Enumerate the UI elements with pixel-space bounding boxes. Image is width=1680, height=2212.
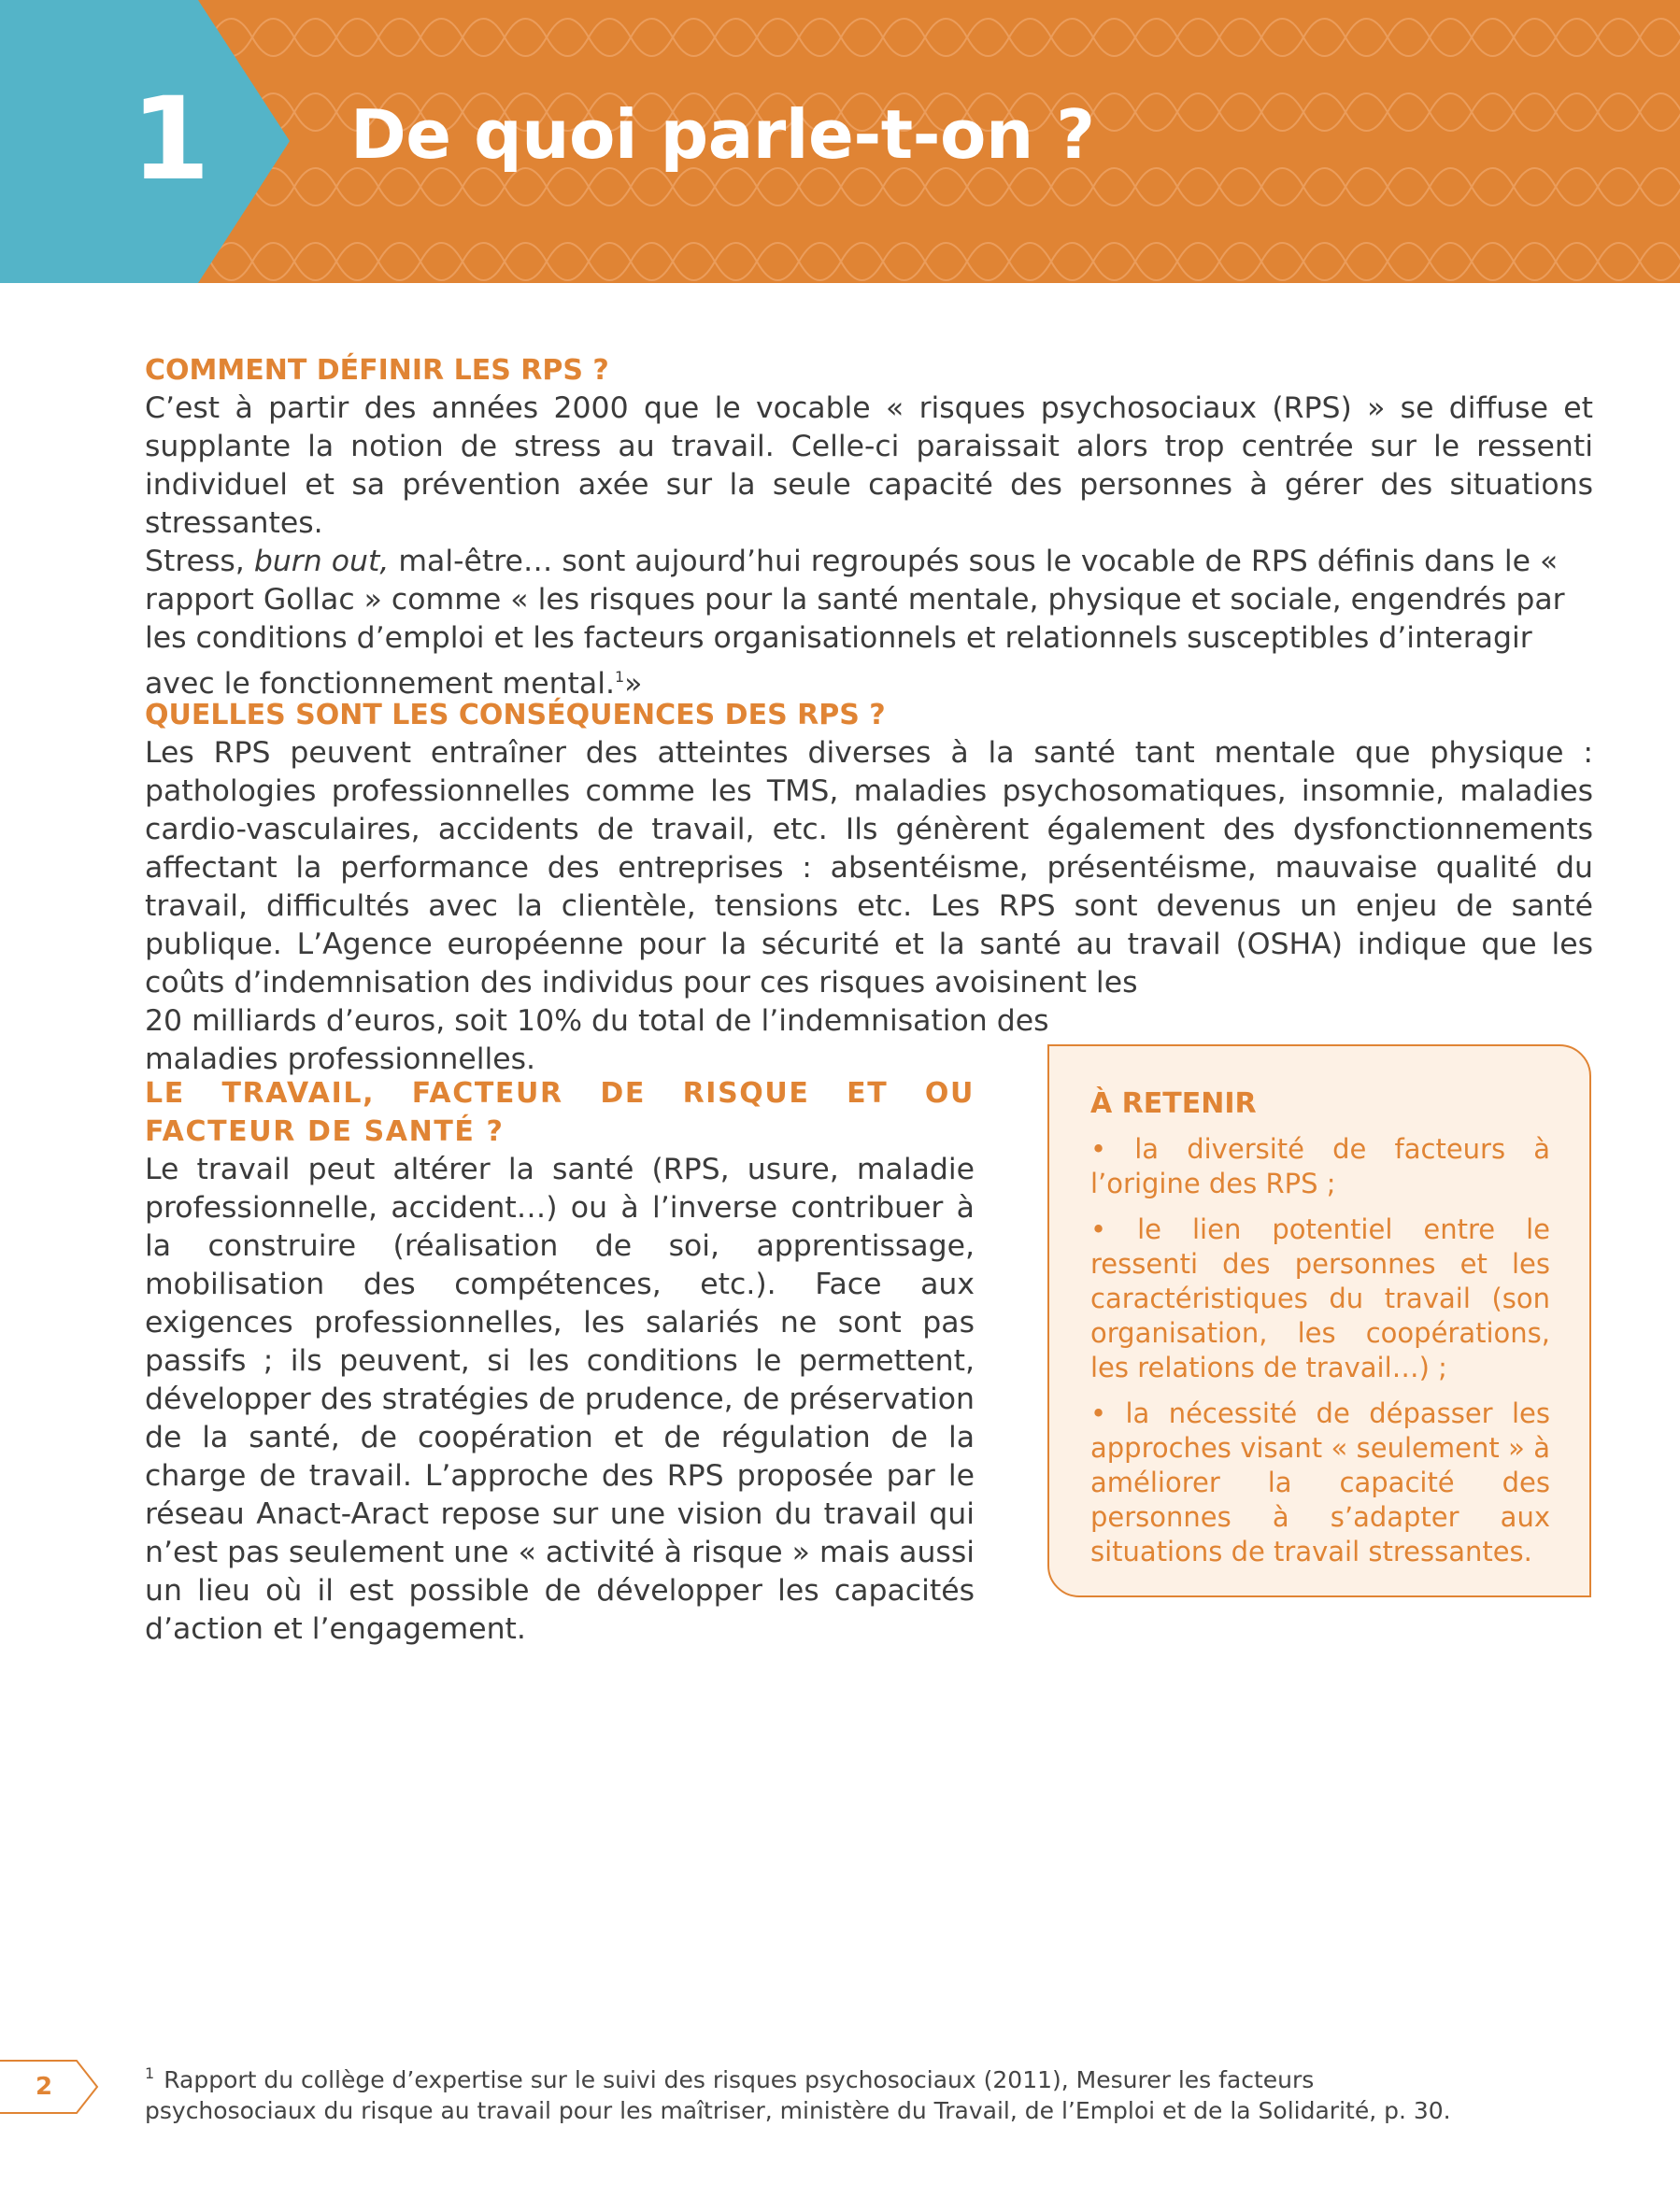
italic-term: burn out,: [253, 545, 390, 578]
paragraph-line: maladies professionnelles.: [145, 1042, 536, 1076]
paragraph-line: 20 milliards d’euros, soit 10% du total de l’indemnisation des: [145, 1004, 1049, 1038]
section-consequences: [145, 696, 1593, 1079]
chapter-number: 1: [131, 73, 210, 206]
page-title: De quoi parle-t-on ?: [350, 95, 1095, 174]
paragraph: Le travail peut altérer la santé (RPS, usure, maladie professionnelle, accident…) ou à l’inverse contribuer à la construire (réalisation de soi, apprentissage, mobilisation des compétences, etc.). Face aux exigences professionnelles, les salariés ne sont pas passifs ; ils peuvent, si les conditions le permettent, développer des stratégies de prudence, de préservation de la santé, de coopération et de régulation de la charge de travail. L’approche des RPS proposée par le réseau Anact-Aract repose sur une vision du travail qui n’est pas seulement une « activité à risque » mais aussi un lieu où il est possible de développer les capacités d’action et l’engagement.: [145, 1153, 975, 1646]
paragraph: C’est à partir des années 2000 que le vocable « risques psychosociaux (RPS) » se diffuse et supplante la notion de stress au travail. Celle-ci paraissait alors trop centrée sur le ressenti individuel et sa prévention axée sur la seule capacité des personnes à gérer des situations stressantes.: [145, 391, 1593, 540]
footnote-marker: 1: [145, 2064, 155, 2082]
page-number: 2: [36, 2073, 53, 2101]
list-item: • la nécessité de dépasser les approches visant « seulement » à améliorer la capacité des personnes à s’adapter aux situations de travail stressantes.: [1090, 1397, 1550, 1567]
text-run: mal-être… sont aujourd’hui regroupés sous le vocable de RPS définis dans le « rapport Gollac » comme « les risques pour la santé mentale, physique et sociale, engendrés par les conditions d’emploi et les facteurs organisationnels et relationnels susceptibles d’interagir avec le fonctionnement mental.: [145, 545, 1565, 701]
footnote-text: Rapport du collège d’expertise sur le suivi des risques psychosociaux (2011), Mesurer les facteurs psychosociaux du risque au travail pour les maîtriser, ministère du Travail, de l’Emploi et de la Solidarité, p. 30.: [145, 2066, 1451, 2124]
footnote: [145, 2058, 1472, 2126]
chapter-header: [0, 0, 1680, 283]
footnote-reference[interactable]: 1: [614, 668, 625, 686]
section-heading: QUELLES SONT LES CONSÉQUENCES DES RPS ?: [145, 699, 886, 731]
retenir-box: [1047, 1044, 1591, 1597]
retenir-heading: À RETENIR: [1090, 1087, 1257, 1120]
paragraph: Les RPS peuvent entraîner des atteintes diverses à la santé tant mentale que physique : pathologies professionnelles comme les TMS, maladies psychosomatiques, insomnie, maladies cardio-vasculaires, accidents de travail, etc. Ils génèrent également des dysfonctionnements affectant la performance des entreprises : absentéisme, présentéisme, mauvaise qualité du travail, difficultés avec la clientèle, tensions etc. Les RPS sont devenus un enjeu de santé publique. L’Agence européenne pour la sécurité et la santé au travail (OSHA) indique que les coûts d’indemnisation des individus pour ces risques avoisinent les: [145, 736, 1593, 1000]
list-item: • la diversité de facteurs à l’origine des RPS ;: [1090, 1133, 1550, 1199]
section-heading: COMMENT DÉFINIR LES RPS ?: [145, 354, 609, 387]
section-definition: [145, 351, 1593, 703]
section-heading: LE TRAVAIL, FACTEUR DE RISQUE ET OU FACTEUR DE SANTÉ ?: [145, 1077, 975, 1148]
section-travail: [145, 1074, 975, 1649]
text-run: »: [624, 667, 643, 701]
text-run: Stress,: [145, 545, 254, 578]
paragraph: [145, 543, 1593, 703]
list-item: • le lien potentiel entre le ressenti des personnes et les caractéristiques du travail (son organisation, les coopérations, les relations de travail…) ;: [1090, 1213, 1550, 1383]
retenir-list: [1090, 1132, 1550, 1569]
